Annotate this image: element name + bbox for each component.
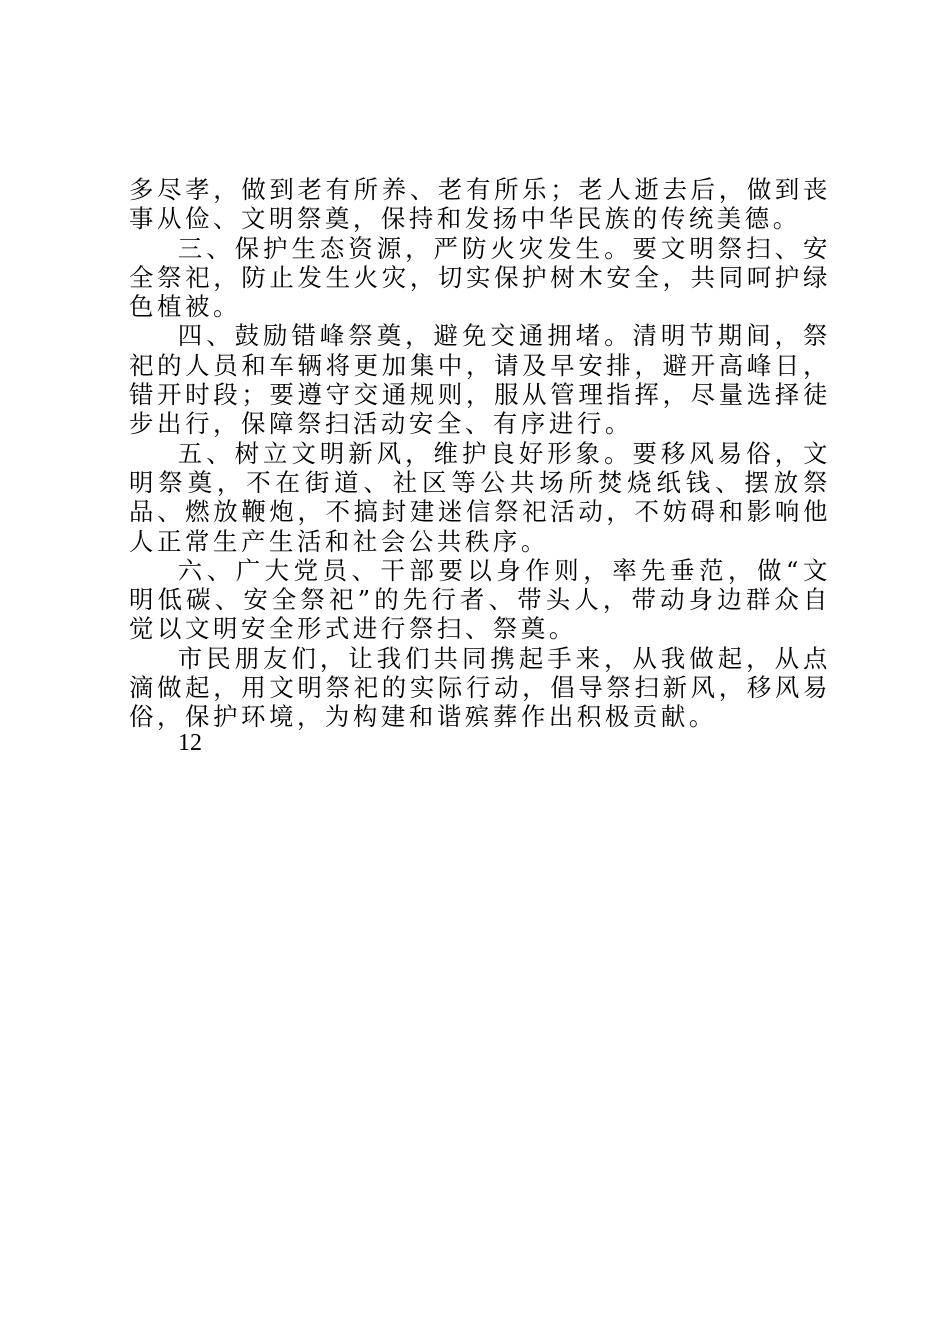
page-number: 12 bbox=[178, 730, 202, 756]
paragraph-continuation: 多尽孝，做到老有所养、老有所乐；老人逝去后，做到丧事从俭、文明祭奠，保持和发扬中华民族的传统美德。 bbox=[129, 175, 831, 234]
paragraph-item-4: 四、鼓励错峰祭奠，避免交通拥堵。清明节期间，祭祀的人员和车辆将更加集中，请及早安排，避开高峰日，错开时段；要遵守交通规则，服从管理指挥，尽量选择徒步出行，保障祭扫活动安全、有序进行。 bbox=[129, 321, 831, 439]
paragraph-closing: 市民朋友们，让我们共同携起手来，从我做起，从点滴做起，用文明祭祀的实际行动，倡导祭扫新风，移风易俗，保护环境，为构建和谐殡葬作出积极贡献。 bbox=[129, 643, 831, 732]
paragraph-item-3: 三、保护生态资源，严防火灾发生。要文明祭扫、安全祭祀，防止发生火灾，切实保护树木安全，共同呵护绿色植被。 bbox=[129, 233, 831, 322]
paragraph-item-5: 五、树立文明新风，维护良好形象。要移风易俗，文明祭奠，不在街道、社区等公共场所焚烧纸钱、摆放祭品、燃放鞭炮，不搞封建迷信祭祀活动，不妨碍和影响他人正常生产生活和社会公共秩序。 bbox=[129, 438, 831, 556]
body-text bbox=[129, 175, 831, 732]
paragraph-item-6: 六、广大党员、干部要以身作则，率先垂范，做“文明低碳、安全祭祀”的先行者、带头人，带动身边群众自觉以文明安全形式进行祭扫、祭奠。 bbox=[129, 555, 831, 644]
